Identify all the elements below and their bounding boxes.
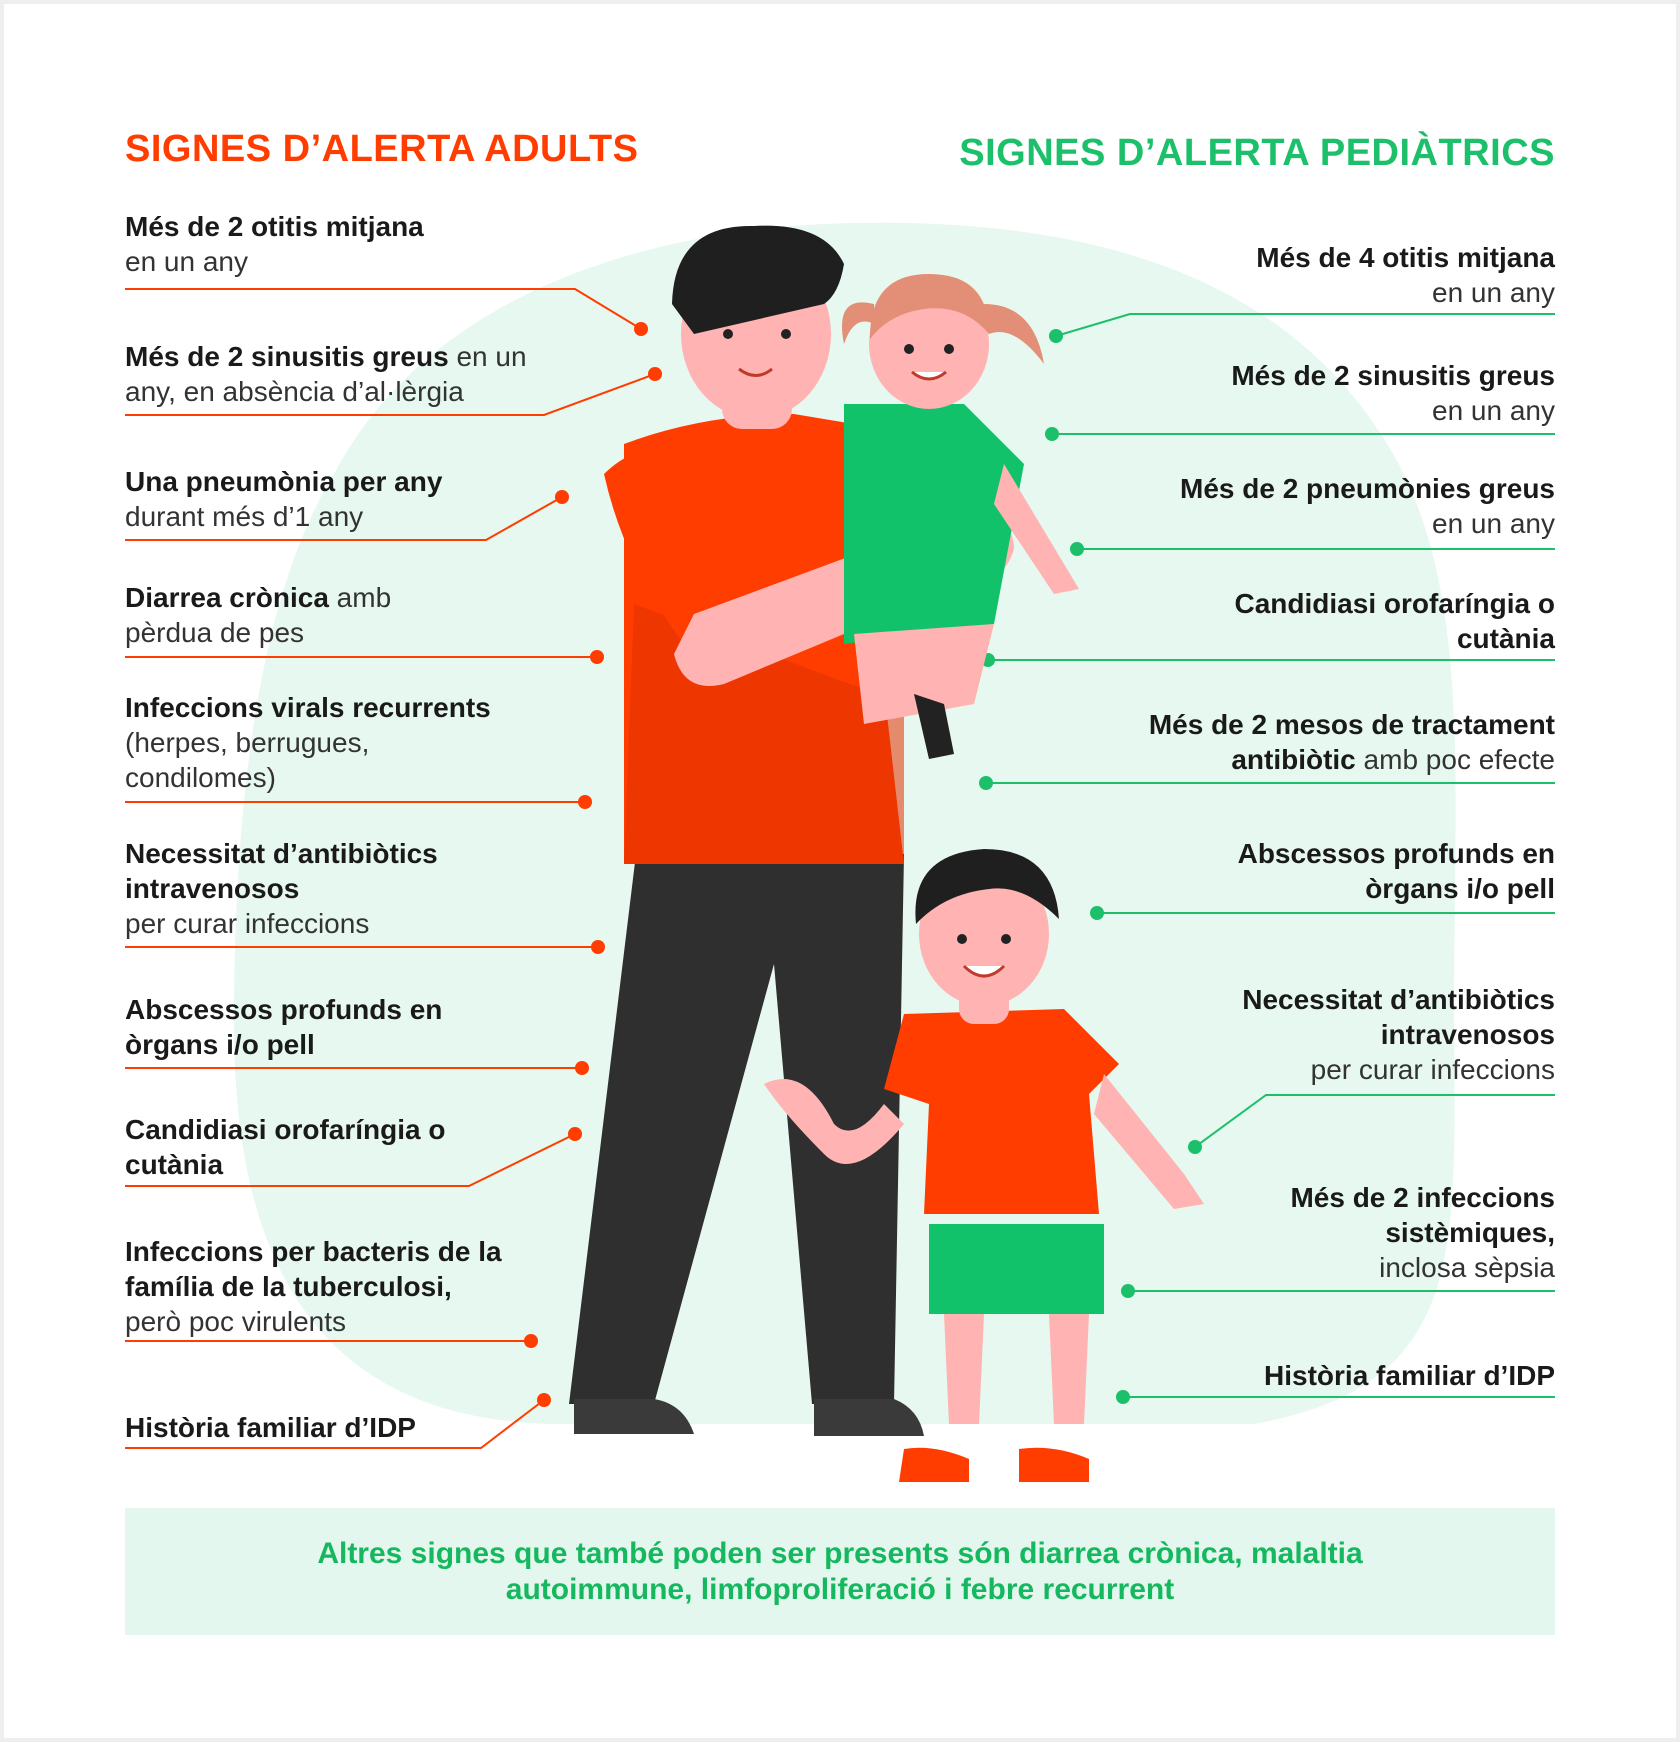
pediatric-sign-1: Més de 4 otitis mitjana en un any [1256,242,1555,308]
pediatric-sign-3: Més de 2 pneumònies greus en un any [1180,473,1555,539]
adult-sign-10: Història familiar d’IDP [125,1412,416,1443]
pediatric-sign-2: Més de 2 sinusitis greus en un any [1231,360,1555,426]
adult-sign-8: Candidiasi orofaríngia o cutània [125,1114,446,1180]
pediatric-sign-5: Més de 2 mesos de tractament antibiòtic amb poc efecte [1148,709,1555,775]
adult-sign-1: Més de 2 otitis mitjana en un any [125,211,424,277]
pediatric-sign-4: Candidiasi orofaríngia o cutània [1234,588,1555,654]
pediatric-sign-9: Història familiar d’IDP [1264,1360,1555,1391]
adult-sign-3: Una pneumònia per any durant més d’1 any [125,466,443,532]
adult-sign-6: Necessitat d’antibiòtics intravenosos per curar infeccions [125,838,438,939]
infographic [4,4,1676,1738]
adult-sign-4: Diarrea crònica amb pèrdua de pes [125,582,392,648]
adult-sign-2: Més de 2 sinusitis greus en un any, en absència d’al·lèrgia [125,341,527,407]
adults-title: SIGNES D’ALERTA ADULTS [125,128,639,170]
pediatrics-title: SIGNES D’ALERTA PEDIÀTRICS [959,132,1555,174]
pediatric-sign-7: Necessitat d’antibiòtics intravenosos per curar infeccions [1242,984,1555,1085]
footer-box [125,1508,1555,1635]
pediatric-sign-6: Abscessos profunds en òrgans i/o pell [1237,838,1555,904]
adult-sign-5: Infeccions virals recurrents (herpes, berrugues, condilomes) [125,692,491,793]
adult-sign-7: Abscessos profunds en òrgans i/o pell [125,994,443,1060]
pediatric-sign-8: Més de 2 infeccions sistèmiques, inclosa sèpsia [1290,1182,1555,1283]
footer-text: Altres signes que també poden ser presents són diarrea crònica, malaltia autoimmune, limfoproliferació i febre recurrent [317,1536,1363,1606]
adult-sign-9: Infeccions per bacteris de la família de la tuberculosi, però poc virulents [125,1236,502,1337]
